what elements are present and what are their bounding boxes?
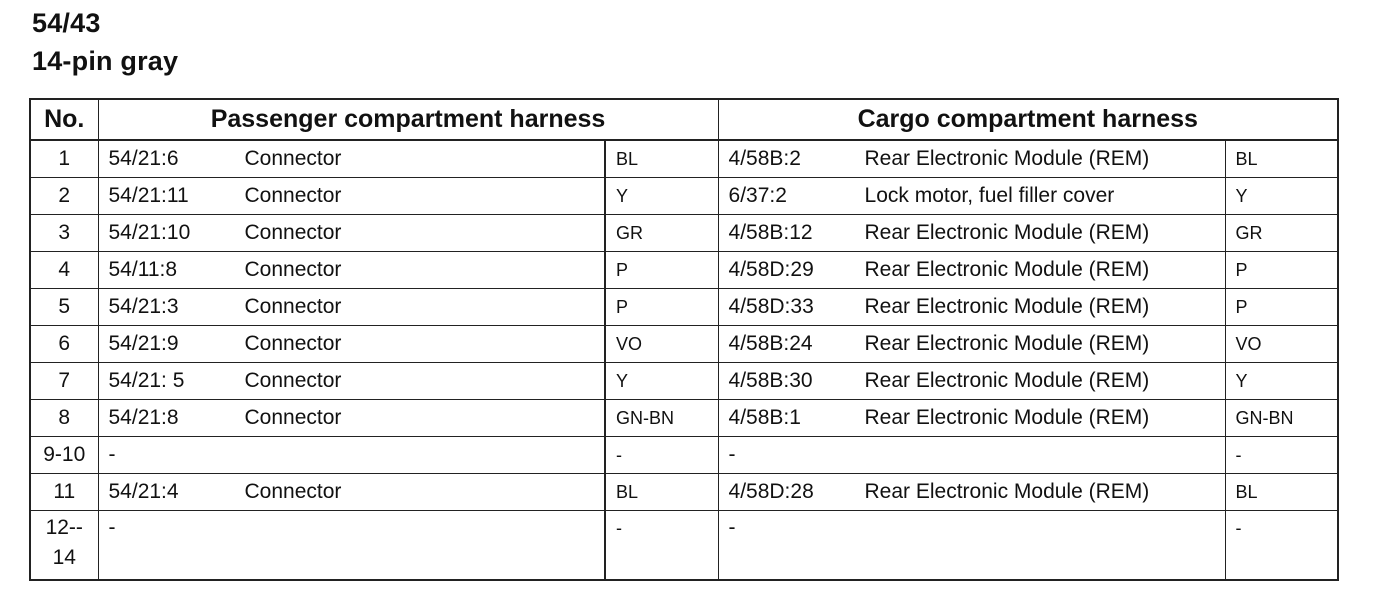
pin-number: 5 (30, 289, 98, 326)
cargo-cell (718, 400, 1225, 437)
passenger-wire-color: - (605, 511, 718, 581)
cargo-cell (718, 474, 1225, 511)
passenger-wire-color: - (605, 437, 718, 474)
passenger-ref: - (108, 516, 116, 539)
cargo-ref: - (728, 443, 736, 466)
pin-number: 2 (30, 178, 98, 215)
table-row (30, 363, 1338, 400)
passenger-desc: Connector (244, 332, 342, 355)
passenger-cell (98, 215, 605, 252)
cargo-wire-color: BL (1225, 474, 1338, 511)
passenger-ref: 54/21:8 (108, 406, 179, 429)
cargo-wire-color: Y (1225, 178, 1338, 215)
passenger-cell (98, 511, 605, 581)
passenger-wire-color: GN-BN (605, 400, 718, 437)
passenger-cell (98, 140, 605, 178)
table-row (30, 511, 1338, 581)
passenger-cell (98, 437, 605, 474)
cargo-cell (718, 289, 1225, 326)
passenger-cell (98, 178, 605, 215)
cargo-cell (718, 252, 1225, 289)
cargo-desc: Rear Electronic Module (REM) (864, 406, 1150, 429)
passenger-ref: 54/11:8 (108, 258, 178, 281)
table-row (30, 326, 1338, 363)
pin-number: 3 (30, 215, 98, 252)
table-row (30, 178, 1338, 215)
passenger-ref: - (108, 443, 116, 466)
passenger-desc: Connector (244, 369, 342, 392)
pin-number: 9-10 (30, 437, 98, 474)
cargo-cell (718, 511, 1225, 581)
cargo-wire-color: GR (1225, 215, 1338, 252)
cargo-wire-color: BL (1225, 140, 1338, 178)
cargo-cell (718, 178, 1225, 215)
passenger-desc: Connector (244, 221, 342, 244)
passenger-desc: Connector (244, 258, 342, 281)
passenger-cell (98, 474, 605, 511)
connector-id-title: 54/43 (32, 8, 101, 38)
passenger-wire-color: GR (605, 215, 718, 252)
passenger-desc: Connector (244, 295, 342, 318)
cargo-wire-color: VO (1225, 326, 1338, 363)
passenger-desc: Connector (244, 406, 342, 429)
header-passenger-harness: Passenger compartment harness (98, 99, 718, 140)
cargo-ref: 4/58B:24 (728, 332, 813, 355)
passenger-cell (98, 326, 605, 363)
passenger-wire-color: BL (605, 474, 718, 511)
pin-number: 11 (30, 474, 98, 511)
cargo-desc: Rear Electronic Module (REM) (864, 258, 1150, 281)
passenger-ref: 54/21:10 (108, 221, 191, 244)
cargo-cell (718, 215, 1225, 252)
cargo-desc: Rear Electronic Module (REM) (864, 369, 1150, 392)
cargo-wire-color: Y (1225, 363, 1338, 400)
cargo-wire-color: P (1225, 252, 1338, 289)
cargo-ref: 6/37:2 (728, 184, 787, 207)
passenger-ref: 54/21: 5 (108, 369, 185, 392)
passenger-ref: 54/21:6 (108, 147, 179, 170)
passenger-wire-color: VO (605, 326, 718, 363)
cargo-cell (718, 140, 1225, 178)
cargo-desc: Rear Electronic Module (REM) (864, 480, 1150, 503)
header-cargo-harness: Cargo compartment harness (718, 99, 1338, 140)
passenger-cell (98, 289, 605, 326)
table-row (30, 140, 1338, 178)
cargo-ref: 4/58D:33 (728, 295, 814, 318)
table-row (30, 289, 1338, 326)
pin-number: 6 (30, 326, 98, 363)
passenger-ref: 54/21:9 (108, 332, 179, 355)
passenger-cell (98, 252, 605, 289)
passenger-wire-color: P (605, 252, 718, 289)
pin-number-line1: 12-- (45, 516, 83, 539)
passenger-wire-color: Y (605, 178, 718, 215)
cargo-desc: Rear Electronic Module (REM) (864, 332, 1150, 355)
cargo-cell (718, 437, 1225, 474)
table-row (30, 474, 1338, 511)
connector-description-subtitle: 14-pin gray (32, 46, 179, 76)
cargo-ref: 4/58D:29 (728, 258, 814, 281)
passenger-ref: 54/21:3 (108, 295, 179, 318)
passenger-cell (98, 363, 605, 400)
table-row (30, 400, 1338, 437)
cargo-wire-color: GN-BN (1225, 400, 1338, 437)
cargo-ref: 4/58D:28 (728, 480, 814, 503)
passenger-wire-color: P (605, 289, 718, 326)
cargo-desc: Rear Electronic Module (REM) (864, 295, 1150, 318)
cargo-wire-color: P (1225, 289, 1338, 326)
pin-number: 1 (30, 140, 98, 178)
passenger-ref: 54/21:11 (108, 184, 189, 207)
passenger-desc: Connector (244, 184, 342, 207)
cargo-desc: Lock motor, fuel filler cover (864, 184, 1115, 207)
cargo-wire-color: - (1225, 437, 1338, 474)
cargo-wire-color: - (1225, 511, 1338, 581)
pin-assignment-table (29, 98, 1339, 581)
pin-number-line2: 14 (52, 546, 76, 569)
cargo-ref: - (728, 516, 736, 539)
cargo-ref: 4/58B:1 (728, 406, 801, 429)
passenger-cell (98, 400, 605, 437)
cargo-ref: 4/58B:12 (728, 221, 813, 244)
pin-number: 4 (30, 252, 98, 289)
cargo-ref: 4/58B:2 (728, 147, 801, 170)
table-header-row (30, 99, 1338, 140)
table-row (30, 252, 1338, 289)
passenger-wire-color: Y (605, 363, 718, 400)
cargo-desc: Rear Electronic Module (REM) (864, 147, 1150, 170)
table-row (30, 437, 1338, 474)
pin-number: 8 (30, 400, 98, 437)
table-row (30, 215, 1338, 252)
passenger-desc: Connector (244, 147, 342, 170)
cargo-cell (718, 326, 1225, 363)
pin-number: 7 (30, 363, 98, 400)
passenger-wire-color: BL (605, 140, 718, 178)
cargo-cell (718, 363, 1225, 400)
cargo-ref: 4/58B:30 (728, 369, 813, 392)
passenger-desc: Connector (244, 480, 342, 503)
header-no: No. (30, 99, 98, 140)
cargo-desc: Rear Electronic Module (REM) (864, 221, 1150, 244)
passenger-ref: 54/21:4 (108, 480, 179, 503)
pin-number (30, 511, 98, 581)
